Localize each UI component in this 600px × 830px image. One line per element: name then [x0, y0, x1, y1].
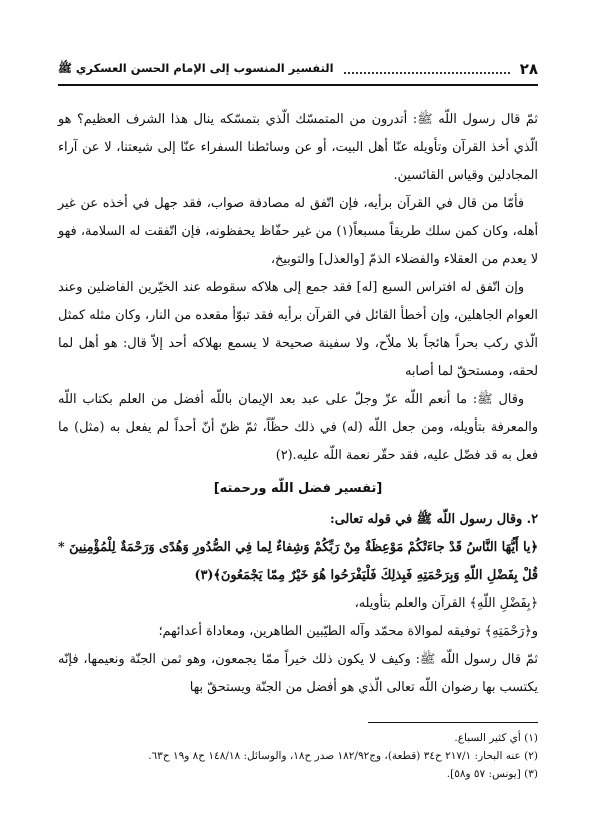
footnote-divider	[368, 722, 538, 723]
footnote: (٢) عنه البحار: ٢١٧/١ ح٣٤ (قطعة)، وج١٨٢/٩٢ صدر ح١٨، والوسائل: ١٤٨/١٨ ح٨ و١٩ ح٦٣.	[148, 750, 538, 762]
paragraph: وإن اتّفق له افتراس السبع [له] فقد جمع إلى هلاكه سقوطه عند الخيّرين الفاضلين وعند العوام الجاهلين، وإن أخطأ القائل في القرآن برأيه فقد تبوّأ مقعده من النار، وكان مثله كمثل الّذي ركب بحراً هائجاً بلا ملاّح، ولا سفينة صحيحة لا يسمع بهلاكه أحد إلاّ قال: هو أهل لما لحقه، ومستحقّ لما أصابه	[58, 280, 538, 379]
paragraph: ثمّ قال رسول اللّه ﷺ: أتدرون من المتمسّك الّذي بتمسّكه ينال هذا الشرف العظيم؟ هو الّذي أخذ القرآن وتأويله عنّا أهل البيت، أو عن وسائطنا السفراء عنّا إلى شيعتنا، لا عن آراء المجادلين وقياس القائسين.	[58, 112, 538, 183]
footnotes	[58, 729, 538, 783]
footnote: (٣) [يونس: ٥٧ و٥٨].	[446, 768, 538, 780]
hadith-intro: ٢. وقال رسول اللّه ﷺ في قوله تعالى:	[329, 512, 538, 527]
footnote: (١) أي كثير السباع.	[454, 732, 538, 744]
page-header	[58, 58, 538, 86]
page-number: ٢٨	[519, 60, 538, 78]
paragraph: وقال ﷺ: ما أنعم اللّه عزّ وجلّ على عبد بعد الإيمان باللّه أفضل من العلم بكتاب اللّه والمعرفة بتأويله، ومن جعل اللّه (له) في ذلك حظّاً، ثمّ ظنّ أنّ أحداً لم يفعل به (مثل) ما فعل به قد فضّل عليه، فقد حقّر نعمة اللّه عليه.(٢)	[58, 392, 538, 463]
header-dotted-rule	[344, 64, 510, 74]
running-title: التفسير المنسوب إلى الإمام الحسن العسكري ﷺ	[58, 60, 334, 75]
document-page	[58, 58, 538, 783]
paragraph: ثمّ قال رسول اللّه ﷺ: وكيف لا يكون ذلك خيراً ممّا يجمعون، وهو ثمن الجنّة ونعيمها، فإنّه يكتسب بها رضوان اللّه تعالى الّذي هو أفضل من الجنّة ويستحقّ بها	[58, 652, 538, 695]
paragraph: و﴿رَحْمَتِهِ﴾ توفيقه لموالاة محمّد وآله الطيّبين الطاهرين، ومعاداة أعدائهم؛	[158, 624, 538, 639]
body-text	[58, 106, 538, 702]
quran-verse: ﴿يا أَيُّهَا النَّاسُ قَدْ جاءَتْكُمْ مَوْعِظَةٌ مِنْ رَبِّكُمْ وَشِفاءٌ لِما فِي الصُّدُورِ وَهُدًى وَرَحْمَةٌ لِلْمُؤْمِنِينَ * قُلْ بِفَضْلِ اللّهِ وَبِرَحْمَتِهِ فَبِذلِكَ فَلْيَفْرَحُوا هُوَ خَيْرٌ مِمّا يَجْمَعُونَ﴾(٣)	[58, 540, 538, 583]
paragraph: فأمّا من قال في القرآن برأيه، فإن اتّفق له مصادفة صواب، فقد جهل في أخذه عن غير أهله، وكان كمن سلك طريقاً مسبعاً(١) من غير حفّاظ يحفظونه، فإن اتّفقت له السلامة، فهو لا يعدم من العقلاء والفضلاء الذمّ [والعذل] والتوبيخ،	[58, 196, 539, 267]
section-title: [تفسير فضل اللّه ورحمته]	[213, 481, 383, 496]
paragraph: ﴿بِفَضْلِ اللّهِ﴾ القرآن والعلم بتأويله،	[354, 596, 538, 611]
